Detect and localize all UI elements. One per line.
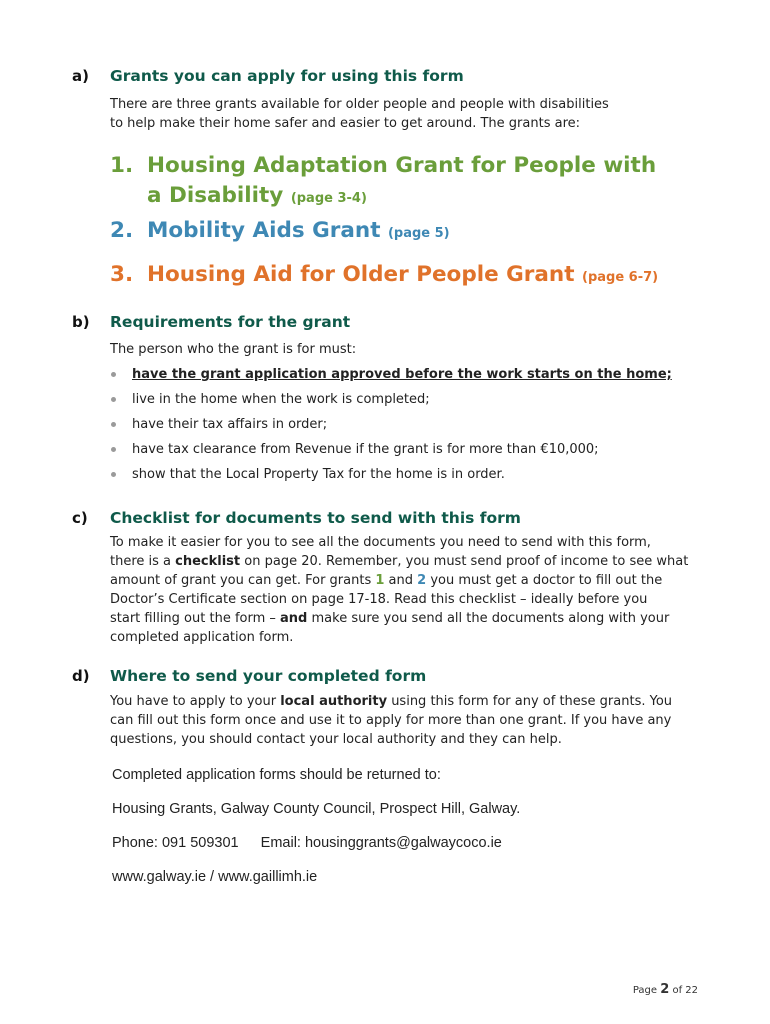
grant-1-number: 1. bbox=[110, 153, 134, 178]
section-d-letter: d) bbox=[72, 667, 90, 685]
grant-1-continued bbox=[110, 183, 367, 208]
bullet-icon bbox=[111, 397, 116, 402]
checklist-emphasis: checklist bbox=[175, 554, 241, 569]
section-c-letter: c) bbox=[72, 509, 88, 527]
section-c-body: To make it easier for you to see all the documents you need to send with this form, there is a checklist on page 20. Remember, you must send proof of income to see what amount of grant you can get. For grants 1 and 2 you must get a doctor to fill out the Doctor’s Certificate section on page 17-18. Read this checklist – ideally before you start filling out the form – and make sure you send all the documents along with your completed application form. bbox=[110, 535, 689, 645]
section-b-heading: Requirements for the grant bbox=[110, 313, 351, 331]
phone-email-line bbox=[112, 835, 502, 851]
requirements-list bbox=[110, 365, 672, 490]
grant-ref-1: 1 bbox=[375, 573, 385, 588]
local-authority-emphasis: local authority bbox=[280, 694, 388, 709]
bullet-icon bbox=[111, 472, 116, 477]
grant-1-page-ref: (page 3-4) bbox=[290, 191, 367, 206]
bullet-icon bbox=[111, 447, 116, 452]
list-item: live in the home when the work is completed; bbox=[110, 390, 672, 415]
section-d-body: You have to apply to your local authority using this form for any of these grants. You can fill out this form once and use it to apply for more than one grant. If you have any questions, you should contact your local authority and they can help. bbox=[110, 694, 673, 747]
grant-1 bbox=[110, 153, 656, 178]
list-item: have the grant application approved before the work starts on the home; bbox=[110, 365, 672, 390]
list-item: have tax clearance from Revenue if the grant is for more than €10,000; bbox=[110, 440, 672, 465]
grant-1-title-line1: Housing Adaptation Grant for People with bbox=[147, 153, 657, 178]
address-text: Housing Grants, Galway County Council, Prospect Hill, Galway. bbox=[112, 801, 521, 817]
section-a-letter: a) bbox=[72, 67, 89, 85]
section-a-intro bbox=[110, 95, 710, 133]
section-a-intro-line1: There are three grants available for older people and people with disabilities bbox=[110, 97, 609, 112]
grant-2-title: Mobility Aids Grant bbox=[147, 218, 381, 243]
email-text: Email: housinggrants@galwaycoco.ie bbox=[260, 835, 502, 851]
page-number: Page 2 of 22 bbox=[632, 982, 698, 997]
bullet-icon bbox=[111, 372, 116, 377]
section-a-heading: Grants you can apply for using this form bbox=[110, 67, 464, 85]
section-d-heading: Where to send your completed form bbox=[110, 667, 427, 685]
grant-ref-2: 2 bbox=[417, 573, 427, 588]
phone-text: Phone: 091 509301 bbox=[112, 835, 239, 851]
grant-3-number: 3. bbox=[110, 262, 134, 287]
current-page: 2 bbox=[660, 982, 670, 997]
grant-3-title: Housing Aid for Older People Grant bbox=[147, 262, 575, 287]
list-item: show that the Local Property Tax for the home is in order. bbox=[110, 465, 672, 490]
grant-2 bbox=[110, 218, 450, 243]
section-a-intro-line2: to help make their home safer and easier to get around. The grants are: bbox=[110, 116, 581, 131]
list-item: have their tax affairs in order; bbox=[110, 415, 672, 440]
and-emphasis: and bbox=[280, 611, 308, 626]
section-c-heading: Checklist for documents to send with this form bbox=[110, 509, 521, 527]
websites-text: www.galway.ie / www.gaillimh.ie bbox=[112, 869, 318, 885]
bullet-icon bbox=[111, 422, 116, 427]
grant-1-title-line2: a Disability bbox=[147, 183, 284, 208]
section-b-intro: The person who the grant is for must: bbox=[110, 342, 357, 357]
grant-2-page-ref: (page 5) bbox=[387, 226, 450, 241]
grant-2-number: 2. bbox=[110, 218, 134, 243]
grant-3-page-ref: (page 6-7) bbox=[582, 270, 659, 285]
returned-to-text: Completed application forms should be returned to: bbox=[112, 767, 441, 783]
section-b-letter: b) bbox=[72, 313, 90, 331]
grant-3 bbox=[110, 262, 658, 287]
